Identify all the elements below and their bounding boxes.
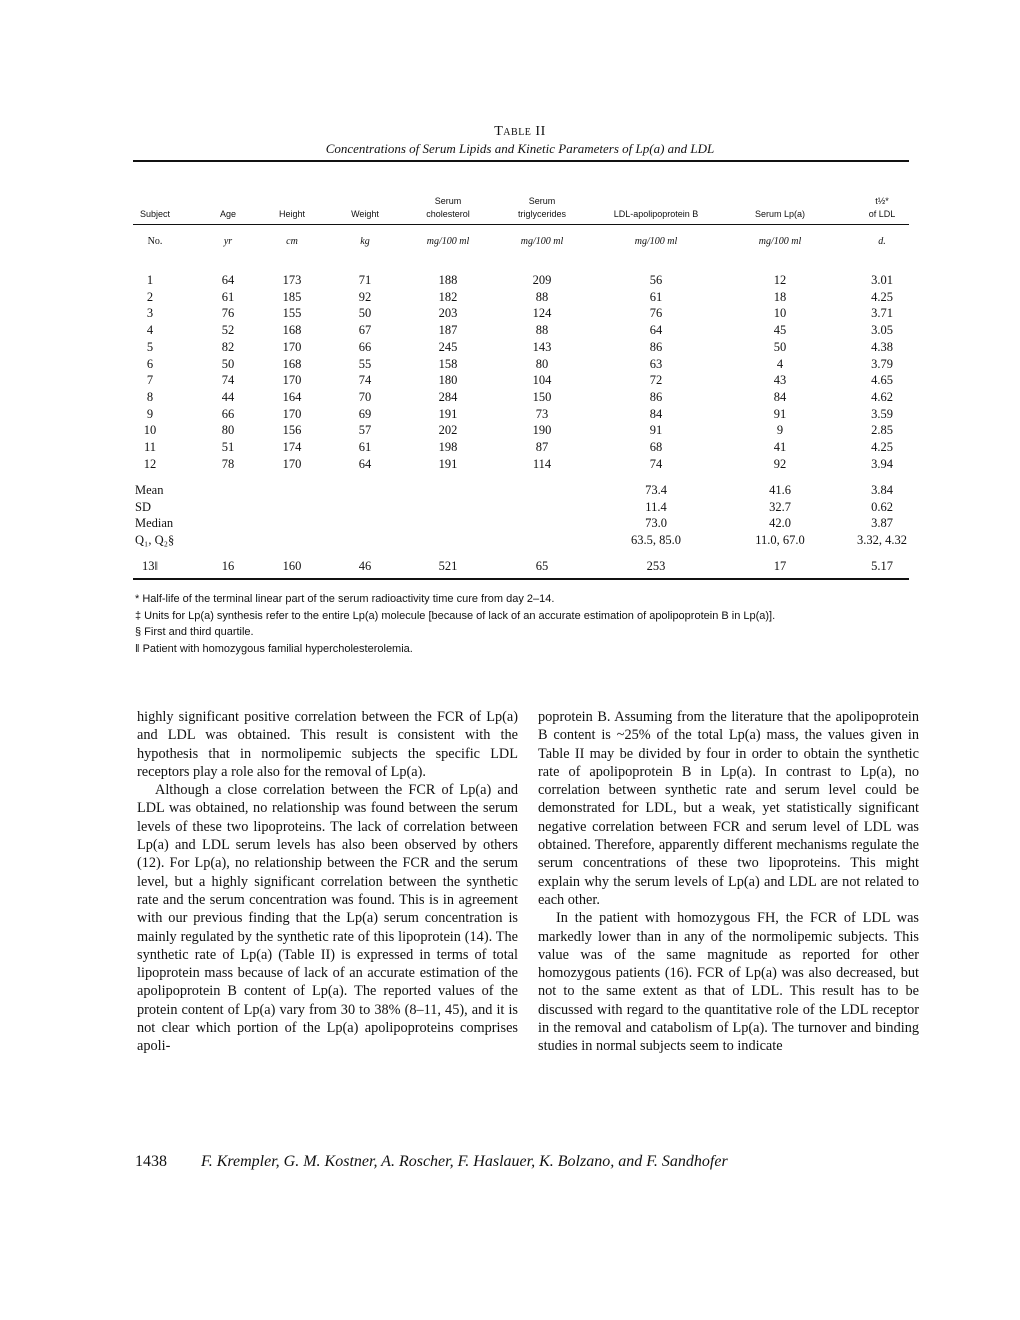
table-cell: 4.62 xyxy=(871,389,893,404)
stats-row xyxy=(0,500,1020,517)
column-header: Age xyxy=(219,209,237,219)
table-cell: 52 xyxy=(221,323,235,338)
page-footer xyxy=(135,1153,728,1171)
table-cell: 92 xyxy=(358,289,372,304)
table-cell: 76 xyxy=(221,306,235,321)
stats-t: 3.32, 4.32 xyxy=(857,533,907,548)
column-header: Subject xyxy=(139,209,171,219)
table-row xyxy=(0,323,1020,340)
table-cell: 9 xyxy=(776,423,784,438)
table-cell: 521 xyxy=(438,559,458,573)
table-cell: 43 xyxy=(773,373,787,388)
table-cell: 80 xyxy=(535,356,549,371)
table-cell: 170 xyxy=(282,339,302,354)
table-cell: 16 xyxy=(221,559,235,573)
stats-t: 0.62 xyxy=(871,499,893,514)
table-cell: 3.01 xyxy=(871,273,893,287)
header-rule xyxy=(133,224,909,225)
table-row xyxy=(0,306,1020,323)
table-row xyxy=(0,273,1020,290)
table-cell: 88 xyxy=(535,323,549,338)
column-header: triglycerides xyxy=(517,209,567,219)
table-cell: 9 xyxy=(146,406,154,421)
table-cell: 10 xyxy=(143,423,157,438)
column-header: Height xyxy=(278,209,306,219)
stats-lpa: 11.0, 67.0 xyxy=(755,533,805,548)
table-cell: 68 xyxy=(649,440,663,454)
table-cell: 65 xyxy=(535,559,549,573)
table-cell: 12 xyxy=(143,456,157,471)
table-cell: 74 xyxy=(358,373,372,388)
stats-lpa: 41.6 xyxy=(769,483,791,497)
table-row xyxy=(0,340,1020,357)
column-unit: cm xyxy=(286,236,298,247)
table-cell: 187 xyxy=(438,323,458,338)
table-cell: 3.94 xyxy=(871,456,893,471)
table-cell: 78 xyxy=(221,456,235,471)
table-cell: 70 xyxy=(358,389,372,404)
table-cell: 80 xyxy=(221,423,235,438)
table-cell: 170 xyxy=(282,406,302,421)
column-header: Weight xyxy=(351,209,379,219)
table-cell: 156 xyxy=(282,423,302,438)
stats-ldl: 11.4 xyxy=(645,499,667,514)
table-bottom-rule xyxy=(133,578,909,580)
table-cell: 3.05 xyxy=(871,323,893,338)
table-cell: 84 xyxy=(773,389,787,404)
table-cell: 8 xyxy=(146,389,154,404)
footnote: * Half-life of the terminal linear part of the serum radioactivity time cure from day 2–14. xyxy=(135,593,555,605)
column-header-line1: Serum xyxy=(528,196,556,206)
column-unit: mg/100 ml xyxy=(520,236,564,247)
table-cell: 4.65 xyxy=(871,373,893,388)
table-cell: 82 xyxy=(221,339,235,354)
stats-row xyxy=(0,516,1020,533)
table-title: Table II xyxy=(494,124,546,139)
table-row xyxy=(0,407,1020,424)
table-cell: 44 xyxy=(221,389,235,404)
page-number: 1438 xyxy=(135,1153,167,1170)
table-cell: 174 xyxy=(282,440,302,454)
table-cell: 203 xyxy=(438,306,458,321)
stats-label: Mean xyxy=(135,483,164,497)
paragraph: poprotein B. Assuming from the literature that the apolipoprotein B content is ~25% of the total Lp(a) mass, the values given in Table II may be divided by four in order to obtain the synthetic rate of apolipoprotein B in Lp(a). In contrast to Lp(a), no correlation between synthetic rate and serum level could be demonstrated for LDL, but a weak, yet statistically significant negative correlation between FCR and serum level of LDL was obtained. Therefore, apparently different mechanisms regulate the serum concentrations of these two lipoproteins. This might explain why the serum levels of Lp(a) and LDL are not related to each other. xyxy=(538,709,919,908)
stats-t: 3.84 xyxy=(871,483,893,497)
table-cell: 168 xyxy=(282,356,302,371)
column-unit: d. xyxy=(878,236,886,247)
table-cell: 74 xyxy=(221,373,235,388)
table-cell: 3.79 xyxy=(871,356,893,371)
table-cell: 160 xyxy=(282,559,302,573)
table-cell: 12 xyxy=(773,273,787,287)
column-header: LDL-apolipoprotein B xyxy=(613,209,699,219)
stats-t: 3.87 xyxy=(871,516,893,531)
body-column-left xyxy=(137,708,518,1056)
table-row xyxy=(0,290,1020,307)
body-column-right xyxy=(538,708,919,1056)
table-cell: 2.85 xyxy=(871,423,893,438)
stats-label: Q₁, Q₂§ xyxy=(135,533,175,548)
table-cell: 61 xyxy=(221,289,235,304)
table-row xyxy=(0,457,1020,474)
table-cell: 57 xyxy=(358,423,372,438)
column-unit: yr xyxy=(223,236,233,247)
table-cell: 84 xyxy=(649,406,663,421)
table-cell: 4 xyxy=(776,356,784,371)
table-cell: 91 xyxy=(649,423,663,438)
table-cell: 209 xyxy=(532,273,552,287)
stats-label: Median xyxy=(135,516,174,531)
table-row xyxy=(0,423,1020,440)
table-cell: 4.25 xyxy=(871,440,893,454)
table-cell: 245 xyxy=(438,339,458,354)
table-cell: 173 xyxy=(282,273,302,287)
table-cell: 88 xyxy=(535,289,549,304)
column-header: of LDL xyxy=(868,209,896,219)
table-cell: 3.59 xyxy=(871,406,893,421)
table-cell: 182 xyxy=(438,289,458,304)
table-cell: 2 xyxy=(146,289,154,304)
table-cell: 6 xyxy=(146,356,154,371)
column-header-line1: Serum xyxy=(434,196,462,206)
stats-row xyxy=(0,483,1020,500)
stats-row xyxy=(0,533,1020,550)
table-cell: 56 xyxy=(649,273,663,287)
column-unit: mg/100 ml xyxy=(758,236,802,247)
column-header: Serum Lp(a) xyxy=(754,209,806,219)
table-cell: 5.17 xyxy=(871,559,893,573)
table-cell: 73 xyxy=(535,406,549,421)
column-unit: mg/100 ml xyxy=(634,236,678,247)
table-cell: 50 xyxy=(773,339,787,354)
table-cell: 64 xyxy=(358,456,372,471)
table-cell: 67 xyxy=(358,323,372,338)
authors: F. Krempler, G. M. Kostner, A. Roscher, F. Haslauer, K. Bolzano, and F. Sandhofer xyxy=(201,1153,728,1170)
table-cell: 168 xyxy=(282,323,302,338)
stats-lpa: 42.0 xyxy=(769,516,791,531)
table-cell: 150 xyxy=(532,389,552,404)
patient-13-row xyxy=(0,559,1020,576)
stats-ldl: 73.4 xyxy=(645,483,667,497)
table-cell: 180 xyxy=(438,373,458,388)
table-cell: 5 xyxy=(146,339,154,354)
table-cell: 17 xyxy=(773,559,787,573)
table-cell: 143 xyxy=(532,339,552,354)
footnote: ‡ Units for Lp(a) synthesis refer to the entire Lp(a) molecule [because of lack of an accurate estimation of apolipoprotein B in Lp(a)]. xyxy=(135,609,776,622)
table-cell: 185 xyxy=(282,289,302,304)
table-cell: 198 xyxy=(438,440,458,454)
table-cell: 76 xyxy=(649,306,663,321)
table-caption: Concentrations of Serum Lipids and Kinetic Parameters of Lp(a) and LDL xyxy=(325,141,715,156)
table-cell: 191 xyxy=(438,456,458,471)
table-cell: 4.38 xyxy=(871,339,893,354)
table-top-rule xyxy=(133,160,909,162)
paragraph: Although a close correlation between the FCR of Lp(a) and LDL was obtained, no relationship was found between the serum levels of these two lipoproteins. The lack of correlation between Lp(a) and LDL serum levels has also been observed by others (12). For Lp(a), no relationship between the FCR and the serum level, but a highly significant correlation between the synthetic rate and the serum concentration was found. This is in agreement with our previous finding that the Lp(a) serum concentration is mainly regulated by the synthetic rate of this lipoprotein (14). The synthetic rate of Lp(a) (Table II) is expressed in terms of total lipoprotein mass because of lack of an accurate estimation of the apolipoprotein B content of Lp(a). The reported values of the protein content of Lp(a) vary from 30 to 38% (8–11, 45), and it is not clear which portion of the Lp(a) apolipoproteins comprises apoli- xyxy=(137,782,518,1055)
table-cell: 61 xyxy=(649,289,663,304)
table-cell: 18 xyxy=(773,289,787,304)
column-header-line1: t½* xyxy=(875,196,889,206)
table-cell: 64 xyxy=(649,323,663,338)
table-cell: 63 xyxy=(649,356,663,371)
table-cell: 190 xyxy=(532,423,552,438)
table-cell: 3 xyxy=(146,306,154,321)
table-cell: 66 xyxy=(358,339,372,354)
table-cell: 11 xyxy=(143,440,157,454)
table-cell: 46 xyxy=(358,559,372,573)
table-cell: 64 xyxy=(221,273,235,287)
table-cell: 66 xyxy=(221,406,235,421)
table-cell: 86 xyxy=(649,389,663,404)
table-cell: 124 xyxy=(532,306,552,321)
table-cell: 164 xyxy=(282,389,302,404)
table-row xyxy=(0,440,1020,457)
footnote: § First and third quartile. xyxy=(135,626,254,638)
table-cell: 55 xyxy=(358,356,372,371)
table-cell: 71 xyxy=(358,273,372,287)
table-cell: 69 xyxy=(358,406,372,421)
table-row xyxy=(0,373,1020,390)
table-cell: 61 xyxy=(358,440,372,454)
stats-lpa: 32.7 xyxy=(769,499,791,514)
table-cell: 86 xyxy=(649,339,663,354)
table-cell: 72 xyxy=(649,373,663,388)
table-cell: 284 xyxy=(438,389,458,404)
table-cell: 114 xyxy=(532,456,552,471)
column-header: cholesterol xyxy=(426,209,470,219)
table-cell: 51 xyxy=(221,440,235,454)
paragraph: highly significant positive correlation between the FCR of Lp(a) and LDL was obtained. This result is consistent with the hypothesis that in normolipemic subjects the specific LDL receptors play a role also for the removal of Lp(a). xyxy=(137,709,518,780)
footnote: ‖ Patient with homozygous familial hypercholesterolemia. xyxy=(135,642,413,655)
table-cell: 91 xyxy=(773,406,787,421)
table-cell: 87 xyxy=(535,440,549,454)
table-row xyxy=(0,357,1020,374)
table-cell: 74 xyxy=(649,456,663,471)
table-cell: 50 xyxy=(358,306,372,321)
table-row xyxy=(0,390,1020,407)
table-cell: 7 xyxy=(146,373,154,388)
column-unit: mg/100 ml xyxy=(426,236,470,247)
table-cell: 170 xyxy=(282,456,302,471)
stats-ldl: 73.0 xyxy=(645,516,667,531)
table-cell: 1 xyxy=(146,273,154,287)
table-cell: 158 xyxy=(438,356,458,371)
table-cell: 4 xyxy=(146,323,154,338)
table-cell: 3.71 xyxy=(871,306,893,321)
stats-label: SD xyxy=(135,499,151,514)
table-cell: 170 xyxy=(282,373,302,388)
column-unit: kg xyxy=(360,236,370,247)
table-cell: 45 xyxy=(773,323,787,338)
stats-ldl: 63.5, 85.0 xyxy=(631,533,681,548)
table-cell: 50 xyxy=(221,356,235,371)
table-cell: 92 xyxy=(773,456,787,471)
table-cell: 155 xyxy=(282,306,302,321)
table-cell: 4.25 xyxy=(871,289,893,304)
table-cell: 253 xyxy=(646,559,666,573)
column-unit: No. xyxy=(147,236,163,247)
table-cell: 10 xyxy=(773,306,787,321)
table-cell: 202 xyxy=(438,423,458,438)
table-cell: 41 xyxy=(773,440,787,454)
table-cell: 104 xyxy=(532,373,552,388)
table-cell: 188 xyxy=(438,273,458,287)
table-cell: 191 xyxy=(438,406,458,421)
paragraph: In the patient with homozygous FH, the FCR of LDL was markedly lower than in any of the normolipemic subjects. This value was of the same magnitude as reported for other homozygous patients (16). FCR of Lp(a) was also decreased, but not to the same extent as that of LDL. This result has to be discussed with regard to the quantitative role of the LDL receptor in the removal and catabolism of Lp(a). The turnover and binding studies in normal subjects seem to indicate xyxy=(538,910,919,1055)
table-cell: 13‖ xyxy=(141,559,159,573)
